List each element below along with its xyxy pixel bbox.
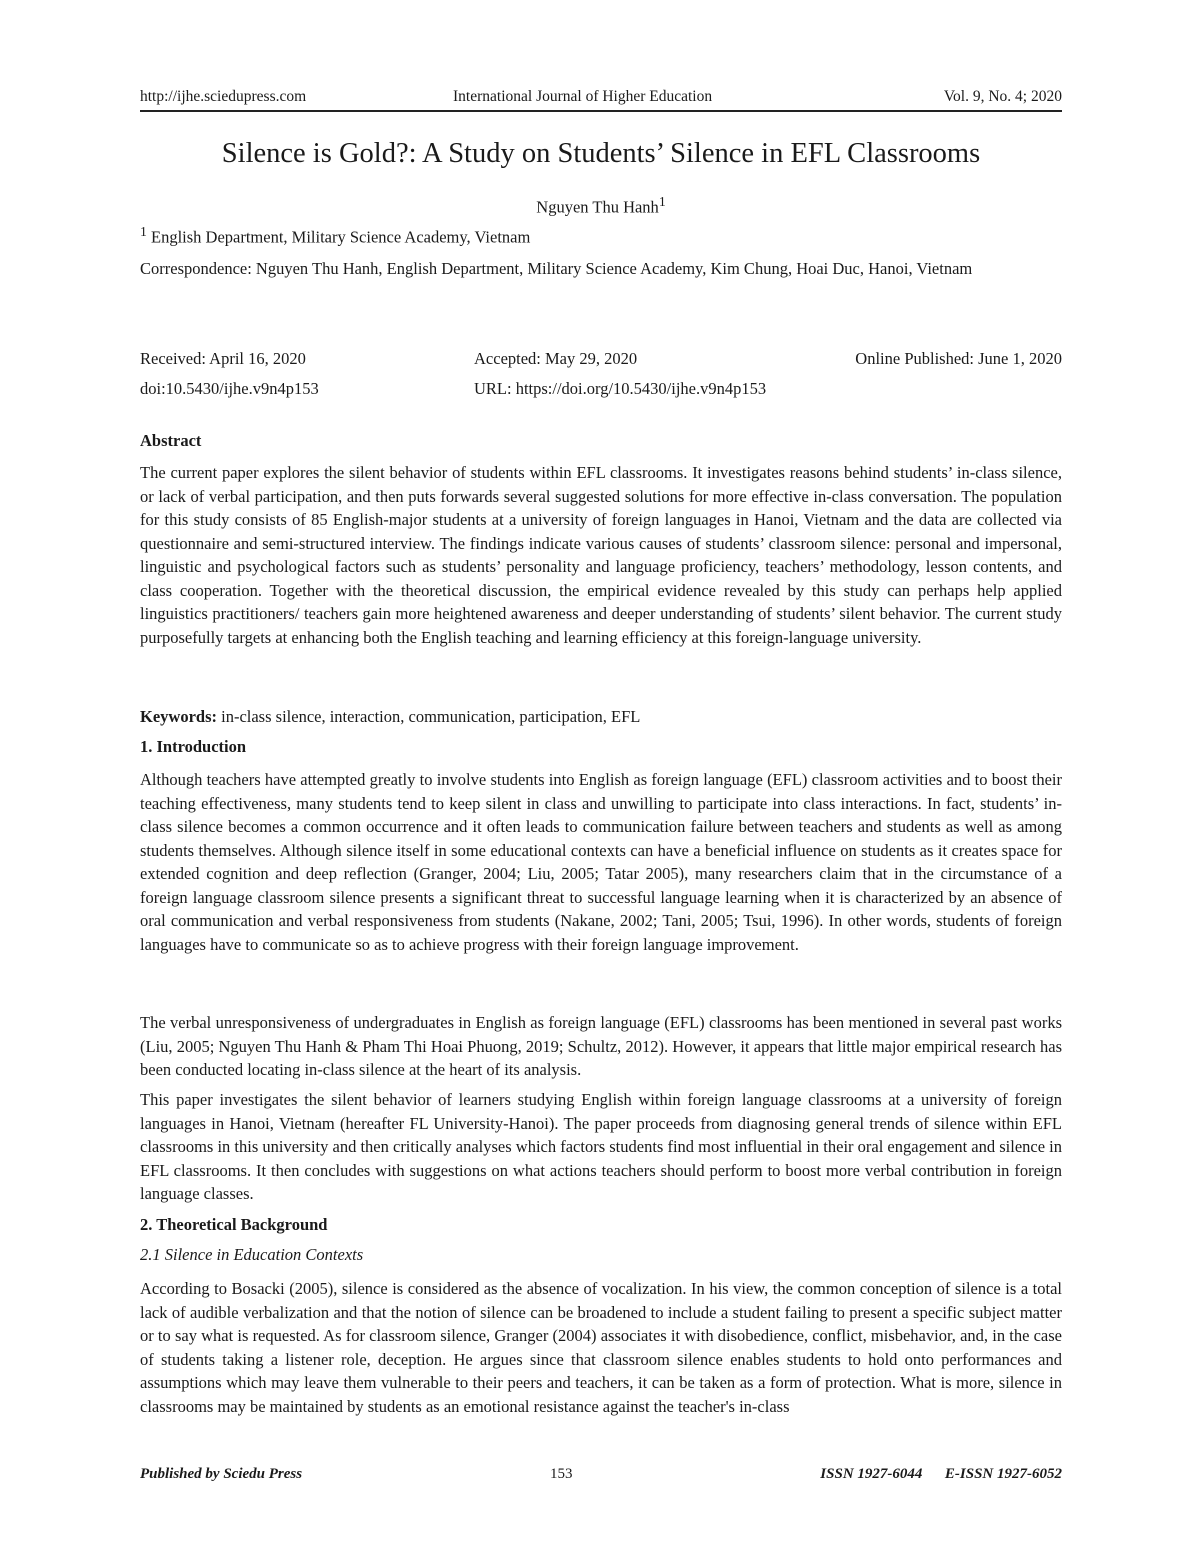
- running-header: [140, 88, 1062, 112]
- keywords-label: Keywords:: [140, 707, 217, 726]
- page-number: 153: [550, 1466, 573, 1482]
- volume-info: Vol. 9, No. 4; 2020: [943, 88, 1062, 105]
- issn: ISSN 1927-6044 E-ISSN 1927-6052: [820, 1466, 1062, 1482]
- author-name: Nguyen Thu Hanh: [536, 197, 659, 217]
- journal-name: International Journal of Higher Education: [453, 88, 713, 105]
- author-affil-mark: 1: [658, 194, 666, 209]
- affiliation: [140, 224, 530, 248]
- intro-paragraph-2: The verbal unresponsiveness of undergraduates in English as foreign language (EFL) classrooms has been mentioned in several past works (Liu, 2005; Nguyen Thu Hanh & Pham Thi Hoai Phuong, 2019; Schultz, 2012). However, it appears that little major empirical research has been conducted locating in-class silence at the heart of its analysis.: [140, 1013, 1062, 1079]
- publisher: Published by Sciedu Press: [140, 1466, 303, 1482]
- correspondence: Correspondence: Nguyen Thu Hanh, English Department, Military Science Academy, Kim Chung, Hoai Duc, Hanoi, Vietnam: [140, 259, 973, 278]
- received-date: Received: April 16, 2020: [140, 349, 306, 368]
- intro-paragraph-3: This paper investigates the silent behavior of learners studying English within foreign language classrooms at a university of foreign languages in Hanoi, Vietnam (hereafter FL University-Hanoi). The paper proceeds from diagnosing general trends of silence within EFL classrooms in this university and then critically analyses which factors students find most influential in their oral engagement and silence in EFL classrooms. It then concludes with suggestions on what actions teachers should perform to boost more verbal contribution in foreign language classes.: [140, 1090, 1062, 1203]
- intro-paragraph-1: Although teachers have attempted greatly to involve students into English as foreign language (EFL) classroom activities and to boost their teaching effectiveness, many students tend to keep silent in class and unwilling to participate into class interactions. In fact, students’ in-class silence becomes a common occurrence and it often leads to communication failure between teachers and students as well as among students themselves. Although silence itself in some educational contexts can have a beneficial influence on students as it creates space for extended cognition and deep reflection (Granger, 2004; Liu, 2005; Tatar 2005), many researchers claim that in the circumstance of a foreign language classroom silence presents a significant threat to successful language learning when it is characterized by an absence of oral communication and verbal responsiveness from students (Nakane, 2002; Tani, 2005; Tsui, 1996). In other words, students of foreign languages have to communicate so as to achieve progress with their foreign language improvement.: [140, 770, 1062, 954]
- theory-paragraph-1: According to Bosacki (2005), silence is considered as the absence of vocalization. In his view, the common conception of silence is a total lack of audible verbalization and that the notion of silence can be broadened to include a student failing to present a specific subject matter or to say what is requested. As for classroom silence, Granger (2004) associates it with disobedience, conflict, misbehavior, and, in the case of students taking a listener role, deception. He argues since that classroom silence enables students to hold onto performances and assumptions which may leave them vulnerable to their peers and teachers, it can be taken as a form of protection. What is more, silence in classrooms may be maintained by students as an emotional resistance against the teacher's in-class: [140, 1279, 1062, 1416]
- abstract-text: The current paper explores the silent behavior of students within EFL classrooms. It investigates reasons behind students’ in-class silence, or lack of verbal participation, and then puts forwards several suggested solutions for more effective in-class conversation. The population for this study consists of 85 English-major students at a university of foreign languages in Hanoi, Vietnam and the data are collected via questionnaire and semi-structured interview. The findings indicate various causes of students’ classroom silence: personal and impersonal, linguistic and psychological factors such as students’ personality and language proficiency, teachers’ methodology, lesson contents, and class cooperation. Together with the theoretical discussion, the empirical evidence revealed by this study can perhaps help applied linguistics practitioners/ teachers gain more heightened awareness and deeper understanding of students’ silent behavior. The current study purposefully targets at enhancing both the English teaching and learning efficiency at this foreign-language university.: [140, 463, 1062, 647]
- published-date: Online Published: June 1, 2020: [855, 349, 1062, 368]
- doi: doi:10.5430/ijhe.v9n4p153: [140, 379, 319, 398]
- author-line: [140, 194, 1062, 218]
- paper-title: Silence is Gold?: A Study on Students’ Silence in EFL Classrooms: [221, 138, 981, 169]
- keywords: [140, 707, 640, 727]
- publication-dates: [140, 344, 1062, 404]
- abstract-heading: Abstract: [140, 431, 202, 450]
- journal-url[interactable]: http://ijhe.sciedupress.com: [140, 88, 307, 105]
- keywords-text: in-class silence, interaction, communication, participation, EFL: [221, 707, 641, 726]
- theory-subheading: 2.1 Silence in Education Contexts: [140, 1245, 364, 1264]
- accepted-date: Accepted: May 29, 2020: [474, 349, 638, 368]
- intro-heading: 1. Introduction: [140, 737, 247, 756]
- theory-heading: 2. Theoretical Background: [140, 1215, 328, 1234]
- affil-mark: 1: [140, 224, 147, 239]
- doi-url[interactable]: URL: https://doi.org/10.5430/ijhe.v9n4p153: [474, 379, 767, 398]
- affil-text: English Department, Military Science Academy, Vietnam: [151, 227, 531, 247]
